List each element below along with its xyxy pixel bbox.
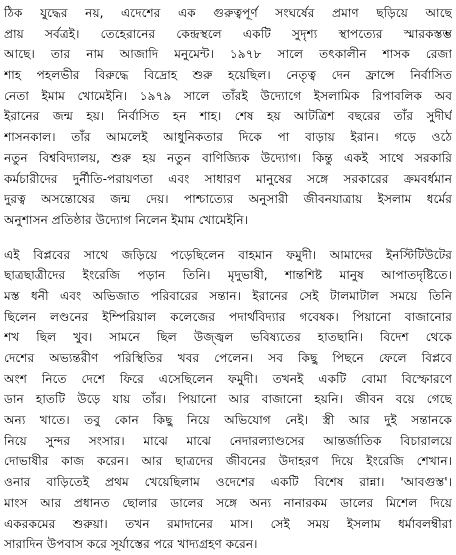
text-line: ঠিক যুদ্ধের নয়, এদেশের এক গুরুত্বপূর্ণ সংঘর্ষের প্রমাণ ছড়িয়ে আছে [4,6,452,20]
text-line: একরকমের শুরুয়া। তখন রমাদানের মাস। সেই সময় ইসলাম ধর্মাবলম্বীরা [4,516,452,531]
text-line: এই বিপ্লবের সাথে জড়িয়ে পড়েছিলেন বাহমান ফমুদী। আমাদের ইনস্টিটিউটের [4,247,452,262]
text-line: দেশের অভ্যন্তরীণ পরিস্থিতির খবর পেলেন। সব কিছু পিছনে ফেলে বিপ্লবে [4,351,452,365]
text-line: দোভাষীর কাজ করেন। আর ছাত্রদের জীবনের উদাহরণ দিয়ে ইংরেজি শেখান। [4,454,452,469]
text-line: অনুশাসন প্রতিষ্ঠার উদ্যোগ নিলেন ইমাম খোমেইনি। [4,212,249,227]
text-line: নিয়ে সুন্দর সংসার। মাঝে মাঝে নেদারল্যাণ্ডসের আন্তর্জাতিক বিচারালয়ে [4,433,452,448]
text-line: শখ ছিল খুব। সামনে ছিল উজ্জ্বল ভবিষ্যতের হাতছানি। বিদেশ থেকে [4,330,452,345]
text-line: মাংস আর প্রধানত ছোলার ডালের সঙ্গে অন্য নানারকম ডালের মিশেল দিয়ে [4,495,452,510]
text-line: অন্য খাতে। তবু কোন কিছু নিয়ে অভিযোগ নেই। স্ত্রী আর দুই সন্তানকে [4,413,452,428]
text-line: কর্মচারীদের দুর্নীতি-পরায়ণতা এবং সাধারণ মানুষের সঙ্গে সরকারের ক্রমবর্ধমান [4,171,452,186]
paragraph-2 [4,245,452,555]
text-line: শাহ পহলভীর বিরুদ্ধে বিদ্রোহ শুরু হয়েছিল। নেতৃত্ব দেন ফ্রান্সে নির্বাসিত [4,68,452,83]
text-line: অংশ নিতে দেশে ফিরে এসেছিলেন ফমুদী। তখনই একটি বোমা বিস্ফোরণে [4,371,452,386]
text-line: ইরানের জন্ম হয়। নির্বাসিত হন শাহ। শেষ হয় আটত্রিশ বছরের তাঁর সুদীর্ঘ [4,109,452,124]
text-line: মস্ত ধনী এবং অভিজাত পরিবারের সন্তান। ইরানের সেই টালমাটাল সময়ে তিনি [4,288,452,303]
text-line: নেতা ইমাম খোমেইনি। ১৯৭৯ সালে তাঁরই উদ্যোগে ইসলামিক রিপাবলিক অব [4,88,452,103]
text-line: ডান হাতটি উড়ে যায় তাঁর। পিয়ানো আর বাজানো হয়নি। জীবন বয়ে গেছে [4,392,452,407]
text-line: ছিলেন লণ্ডনের ইম্পিরিয়াল কলেজের পদার্থবিদ্যার গবেষক। পিয়ানো বাজানোর [4,309,452,324]
text-line: শাসনকাল। তাঁর আমলেই আধুনিকতার দিকে পা বাড়ায় ইরান। গড়ে ওঠে [4,130,452,145]
paragraph-1 [4,3,452,231]
text-line: দুরত্ব অসন্তোষের জন্ম দেয়। পাশ্চাত্যের অনুসারী জীবনযাত্রায় ইসলাম ধর্মের [4,192,452,207]
text-line: প্রায় সর্বত্রই। তেহেরানের কেন্দ্রস্থলে একটি সুদৃশ্য স্থাপত্যের স্মারকস্তম্ভ [4,26,452,41]
text-line: আছে। তার নাম আজাদি মনুমেন্ট। ১৯৭৮ সালে তৎকালীন শাসক রেজা [4,47,452,62]
text-line: ছাত্রছাত্রীদের ইংরেজি পড়ান তিনি। মৃদুভাষী, শান্তশিষ্ট মানুষ আপাতদৃষ্টিতে। [4,268,452,283]
text-line: নতুন বিশ্ববিদ্যালয়, শুরু হয় নতুন বাণিজ্যিক উদ্যোগ। কিন্তু একই সাথে সরকারি [4,150,452,165]
text-line: ওনার বাড়িতেই প্রথম খেয়েছিলাম ওদেশের একটি বিশেষ রান্না। 'আবগুস্ত'। [4,475,452,490]
text-line: সারাদিন উপবাস করে সূর্যাস্তের পরে খাদ্যগ্রহণ করেন। [4,537,258,552]
